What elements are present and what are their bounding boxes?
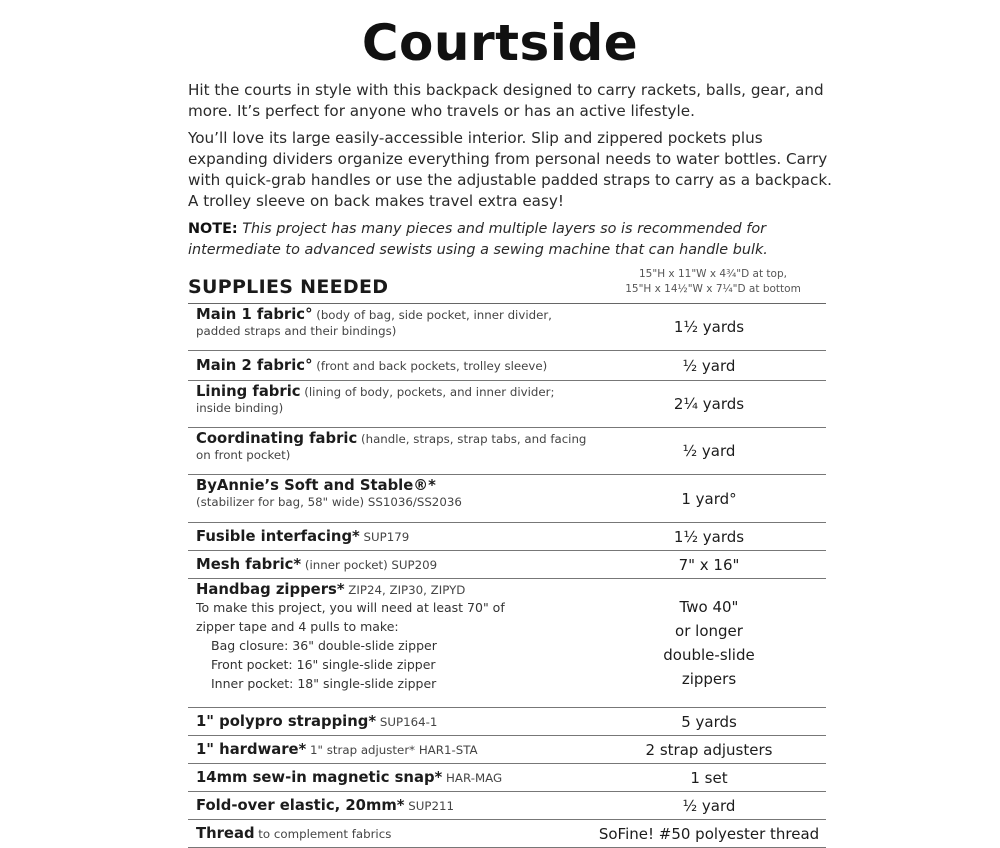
supply-name: Fold-over elastic, 20mm* — [196, 796, 405, 814]
table-row — [188, 351, 826, 381]
supply-cell — [188, 351, 592, 380]
supply-cell — [188, 764, 592, 791]
zipper-qty-line-3: double-slide — [663, 646, 755, 664]
supply-qty: ½ yard — [682, 356, 736, 375]
note-label: NOTE: — [188, 221, 238, 237]
supply-name: Handbag zippers* — [196, 581, 345, 598]
note-paragraph — [188, 219, 833, 261]
zipper-front-pocket: Front pocket: 16" single-slide zipper — [211, 657, 436, 672]
supply-qty: 1 set — [690, 768, 728, 787]
supply-qty: 2 strap adjusters — [645, 740, 773, 759]
supply-desc: SUP179 — [359, 529, 410, 544]
dims-bottom: 15"H x 14½"W x 7¼"D at bottom — [625, 283, 801, 295]
supply-cell — [188, 736, 592, 763]
supply-qty: 1½ yards — [673, 527, 745, 546]
supply-desc: (front and back pockets, trolley sleeve) — [312, 358, 548, 373]
supply-qty: ½ yard — [682, 442, 736, 460]
supply-name: Thread — [196, 824, 255, 842]
supplies-table — [188, 303, 826, 848]
supply-name: Lining fabric — [196, 383, 301, 400]
zipper-qty-line-2: or longer — [675, 622, 743, 640]
table-row — [188, 551, 826, 579]
intro-paragraph-2: You’ll love its large easily-accessible interior. Slip and zippered pockets plus expanding dividers organize everything from personal needs to water bottles. Carry with quick-grab handles or use the adjustable padded straps to carry as a backpack. A trolley sleeve on back makes travel extra easy! — [188, 129, 832, 210]
supply-desc: (inner pocket) SUP209 — [301, 557, 438, 572]
supply-name: 14mm sew-in magnetic snap* — [196, 768, 443, 786]
table-row — [188, 381, 826, 428]
zipper-note-line-1: To make this project, you will need at least 70" of — [196, 600, 505, 615]
supply-qty: SoFine! #50 polyester thread — [598, 824, 820, 843]
supply-desc: to complement fabrics — [254, 826, 392, 841]
supply-name: Mesh fabric* — [196, 555, 302, 573]
supply-name: Main 1 fabric° — [196, 306, 313, 323]
supply-qty: ½ yard — [682, 796, 736, 815]
supply-desc: HAR-MAG — [442, 770, 503, 785]
supply-name: ByAnnie’s Soft and Stable®* — [196, 477, 436, 494]
table-row — [188, 708, 826, 736]
table-row — [188, 736, 826, 764]
table-row — [188, 304, 826, 351]
supply-cell — [188, 708, 592, 735]
zipper-qty-line-1: Two 40" — [679, 598, 739, 616]
supply-desc: 1" strap adjuster* HAR1-STA — [306, 742, 478, 757]
supply-name: 1" polypro strapping* — [196, 712, 377, 730]
supply-cell — [188, 792, 592, 819]
supply-cell — [188, 551, 592, 578]
supply-cell — [188, 381, 592, 427]
table-row — [188, 579, 826, 708]
supply-qty: 1 yard° — [681, 489, 737, 508]
supply-name: Main 2 fabric° — [196, 356, 313, 374]
note-text: This project has many pieces and multiple layers so is recommended for intermediate to advanced sewists using a sewing machine that can handle bulk. — [188, 221, 768, 258]
supply-qty: 5 yards — [681, 712, 737, 731]
table-row — [188, 764, 826, 792]
supply-desc: (lining of body, pockets, and inner divider; inside binding) — [196, 385, 555, 415]
supplies-heading: SUPPLIES NEEDED — [188, 276, 389, 298]
table-row — [188, 523, 826, 551]
table-row — [188, 428, 826, 475]
page-title: Courtside — [361, 14, 639, 72]
supply-desc: (stabilizer for bag, 58" wide) SS1036/SS2036 — [196, 495, 462, 509]
table-row — [188, 475, 826, 523]
zipper-bag-closure: Bag closure: 36" double-slide zipper — [211, 638, 437, 653]
supply-name: Fusible interfacing* — [196, 527, 360, 545]
supply-desc: (handle, straps, strap tabs, and facing on front pocket) — [196, 432, 587, 462]
supply-cell — [188, 579, 592, 707]
supply-name: Coordinating fabric — [196, 430, 358, 447]
zipper-note-line-2: zipper tape and 4 pulls to make: — [196, 619, 399, 634]
supply-qty: 7" x 16" — [678, 555, 740, 574]
dims-top: 15"H x 11"W x 4¾"D at top, — [639, 268, 787, 280]
supply-desc: SUP164-1 — [376, 714, 438, 729]
supply-cell — [188, 523, 592, 550]
supply-desc: ZIP24, ZIP30, ZIPYD — [344, 583, 466, 597]
supply-cell — [188, 820, 592, 847]
zipper-qty-line-4: zippers — [681, 670, 737, 688]
intro-paragraph-1: Hit the courts in style with this backpack designed to carry rackets, balls, gear, and more. It’s perfect for anyone who travels or has an active lifestyle. — [188, 81, 824, 120]
supply-qty — [592, 579, 826, 707]
supply-qty: 2¼ yards — [673, 395, 745, 413]
supply-cell — [188, 475, 592, 522]
supply-qty: 1½ yards — [673, 318, 745, 336]
table-row — [188, 792, 826, 820]
supply-desc: (body of bag, side pocket, inner divider, padded straps and their bindings) — [196, 308, 552, 338]
supply-cell — [188, 304, 592, 350]
supply-cell — [188, 428, 592, 474]
supply-desc: SUP211 — [404, 798, 455, 813]
table-row — [188, 820, 826, 848]
zipper-inner-pocket: Inner pocket: 18" single-slide zipper — [211, 676, 437, 691]
bag-dimensions — [600, 267, 826, 297]
supply-name: 1" hardware* — [196, 740, 307, 758]
